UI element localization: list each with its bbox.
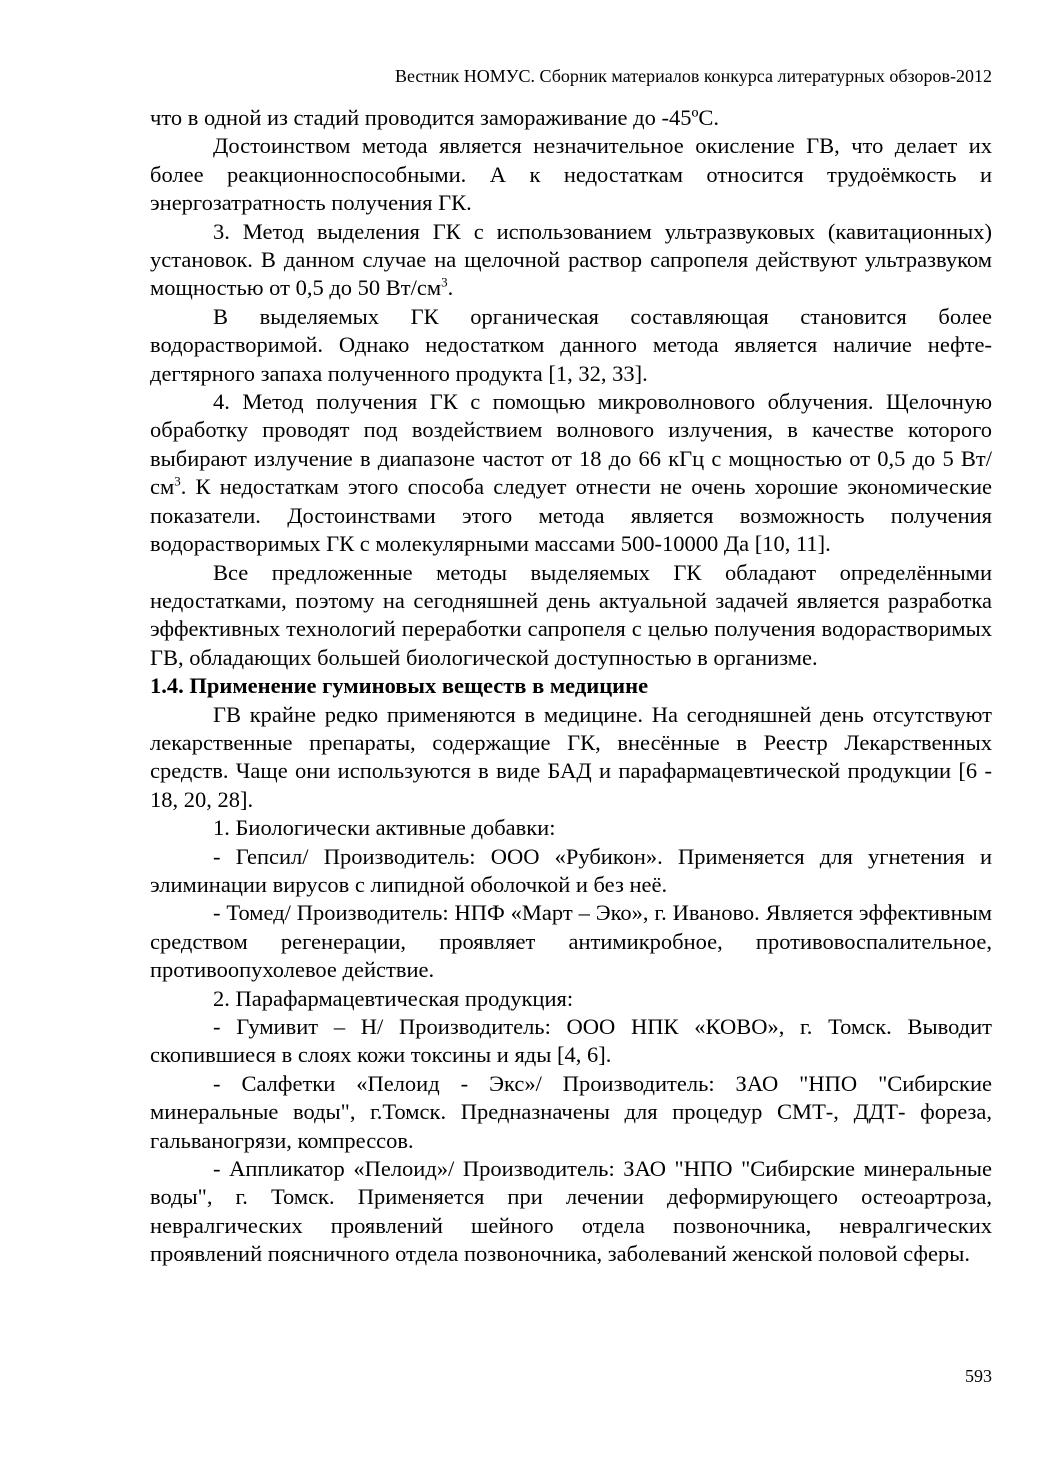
section-heading: 1.4. Применение гуминовых веществ в медицине <box>150 673 649 699</box>
list-item-napkins: - Салфетки «Пелоид - Экс»/ Производитель: ЗАО "НПО "Сибирские минеральные воды", г.Томск. Предназначены для процедур СМТ-, ДДТ- фореза, гальваногрязи, компрессов. <box>150 1070 992 1153</box>
list-item-gepsil: - Гепсил/ Производитель: ООО «Рубикон». Применяется для угнетения и элиминации вирусов с липидной оболочкой и без неё. <box>150 843 992 897</box>
paragraph-continuation: что в одной из стадий проводится замораживание до -45ºС. <box>150 105 720 130</box>
page-body <box>150 104 992 1269</box>
paragraph-ultrasound-result: В выделяемых ГК органическая составляющая становится более водорастворимой. Однако недостатком данного метода является наличие нефте-дегтярного запаха полученного продукта [1, 32, 33]. <box>150 303 992 386</box>
method-3-text: 3. Метод выделения ГК с использованием ультразвуковых (кавитационных) установок. В данном случае на щелочной раствор сапропеля действуют ультразвуком мощностью от 0,5 до 50 Вт/см <box>150 218 992 301</box>
list-item-gumivit: - Гумивит – Н/ Производитель: ООО НПК «КОВО», г. Томск. Выводит скопившиеся в слоях кожи токсины и яды [4, 6]. <box>150 1014 992 1068</box>
list-item-applicator: - Аппликатор «Пелоид»/ Производитель: ЗАО "НПО "Сибирские минеральные воды", г. Томск. Применяется при лечении деформирующего остеоартроза, невралгических проявлений шейного отдела позвоночника, невралгических проявлений поясничного отдела позвоночника, заболеваний женской половой сферы. <box>150 1156 992 1267</box>
paragraph-medicine-intro: ГВ крайне редко применяются в медицине. На сегодняшней день отсутствуют лекарственные препараты, содержащие ГК, внесённые в Реестр Лекарственных средств. Чаще они используются в виде БАД и парафармацевтической продукции [6 - 18, 20, 28]. <box>150 701 992 812</box>
list-heading-supplements: 1. Биологически активные добавки: <box>213 815 556 841</box>
list-heading-parapharmaceutical: 2. Парафармацевтическая продукция: <box>213 985 574 1011</box>
superscript-3: 3 <box>174 473 181 489</box>
method-4-text-a: 4. Метод получения ГК с помощью микроволнового облучения. Щелочную обработку проводят под воздействием волнового излучения, в качестве которого выбирают излучение в диапазоне частот от 18 до 66 кГц с мощностью от 0,5 до 5 Вт/см <box>150 389 992 500</box>
paragraph-advantages: Достоинством метода является незначительное окисление ГВ, что делает их более реакционноспособными. А к недостаткам относится трудоёмкость и энергозатратность получения ГК. <box>150 133 992 216</box>
paragraph-method-4 <box>150 388 992 558</box>
method-4-text-b: . К недостаткам этого способа следует отнести не очень хорошие экономические показатели. Достоинствами этого метода является возможность получения водорастворимых ГК с молекулярными массами 500-10000 Да [10, 11]. <box>150 474 992 557</box>
page-number: 593 <box>965 1366 992 1386</box>
method-3-tail: . <box>447 275 454 301</box>
running-header: Вестник НОМУС. Сборник материалов конкурса литературных обзоров-2012 <box>394 66 992 86</box>
paragraph-summary: Все предложенные методы выделяемых ГК обладают определёнными недостатками, поэтому на сегодняшней день актуальной задачей является разработка эффективных технологий переработки сапропеля с целью получения водорастворимых ГВ, обладающих большей биологической доступностью в организме. <box>150 559 992 670</box>
list-item-tomed: - Томед/ Производитель: НПФ «Март – Эко», г. Иваново. Является эффективным средством регенерации, проявляет антимикробное, противовоспалительное, противоопухолевое действие. <box>150 900 992 983</box>
superscript-3: 3 <box>441 274 448 290</box>
paragraph-method-3 <box>150 218 992 303</box>
